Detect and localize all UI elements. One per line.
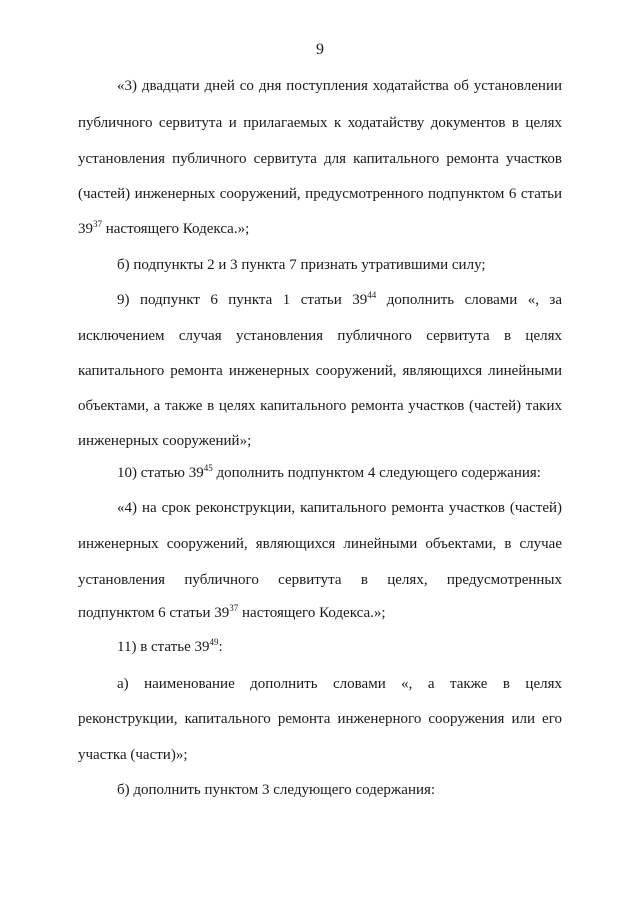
text-line-2: публичного сервитута и прилагаемых к ходатайству документов в целях [78,115,562,131]
text-line-12 [117,463,562,483]
text-line-19: реконструкции, капитального ремонта инженерного сооружения или его [78,711,562,727]
text-line-10: объектами, а также в целях капитального ремонта участков (частей) таких [78,398,562,414]
text-line-3: установления публичного сервитута для капитального ремонта участков [78,151,562,167]
text-line-16 [78,603,562,623]
text-line-13: «4) на срок реконструкции, капитального ремонта участков (частей) [117,500,562,516]
text-line-16-pre: подпунктом 6 статьи 39 [78,605,230,621]
page-number: 9 [316,41,324,58]
text-line-18: а) наименование дополнить словами «, а также в целях [117,676,562,692]
text-line-5 [78,219,562,239]
text-line-9: капитального ремонта инженерных сооружений, являющихся линейными [78,363,562,379]
text-line-16-sup: 37 [229,603,239,613]
text-line-7 [117,290,562,310]
text-line-17 [117,637,562,657]
text-line-11: инженерных сооружений»; [78,433,252,449]
text-line-12-sup: 45 [203,463,213,473]
text-line-12-post: дополнить подпунктом 4 следующего содержания: [212,465,541,481]
text-line-17-post: : [218,639,223,655]
text-line-20: участка (части)»; [78,747,188,763]
text-line-21: б) дополнить пунктом 3 следующего содержания: [117,782,436,798]
text-line-12-pre: 10) статью 39 [117,465,204,481]
text-line-8: исключением случая установления публичного сервитута в целях [78,328,562,344]
text-line-15: установления публичного сервитута в целях, предусмотренных [78,572,562,588]
text-line-4: (частей) инженерных сооружений, предусмотренного подпунктом 6 статьи [78,186,562,202]
text-line-7-post: дополнить словами «, за [376,292,563,308]
text-line-7-pre: 9) подпункт 6 пункта 1 статьи 39 [117,292,368,308]
text-line-16-post: настоящего Кодекса.»; [238,605,386,621]
text-line-5-post: настоящего Кодекса.»; [102,221,250,237]
text-line-17-pre: 11) в статье 39 [117,639,210,655]
text-line-6: б) подпункты 2 и 3 пункта 7 признать утратившими силу; [117,257,486,273]
text-line-5-sup: 37 [93,219,102,229]
text-line-7-sup: 44 [367,290,377,300]
text-line-1: «3) двадцати дней со дня поступления ходатайства об установлении [117,78,562,94]
text-line-17-sup: 49 [209,637,219,647]
text-line-14: инженерных сооружений, являющихся линейными объектами, в случае [78,536,562,552]
text-line-5-pre: 39 [78,221,93,237]
